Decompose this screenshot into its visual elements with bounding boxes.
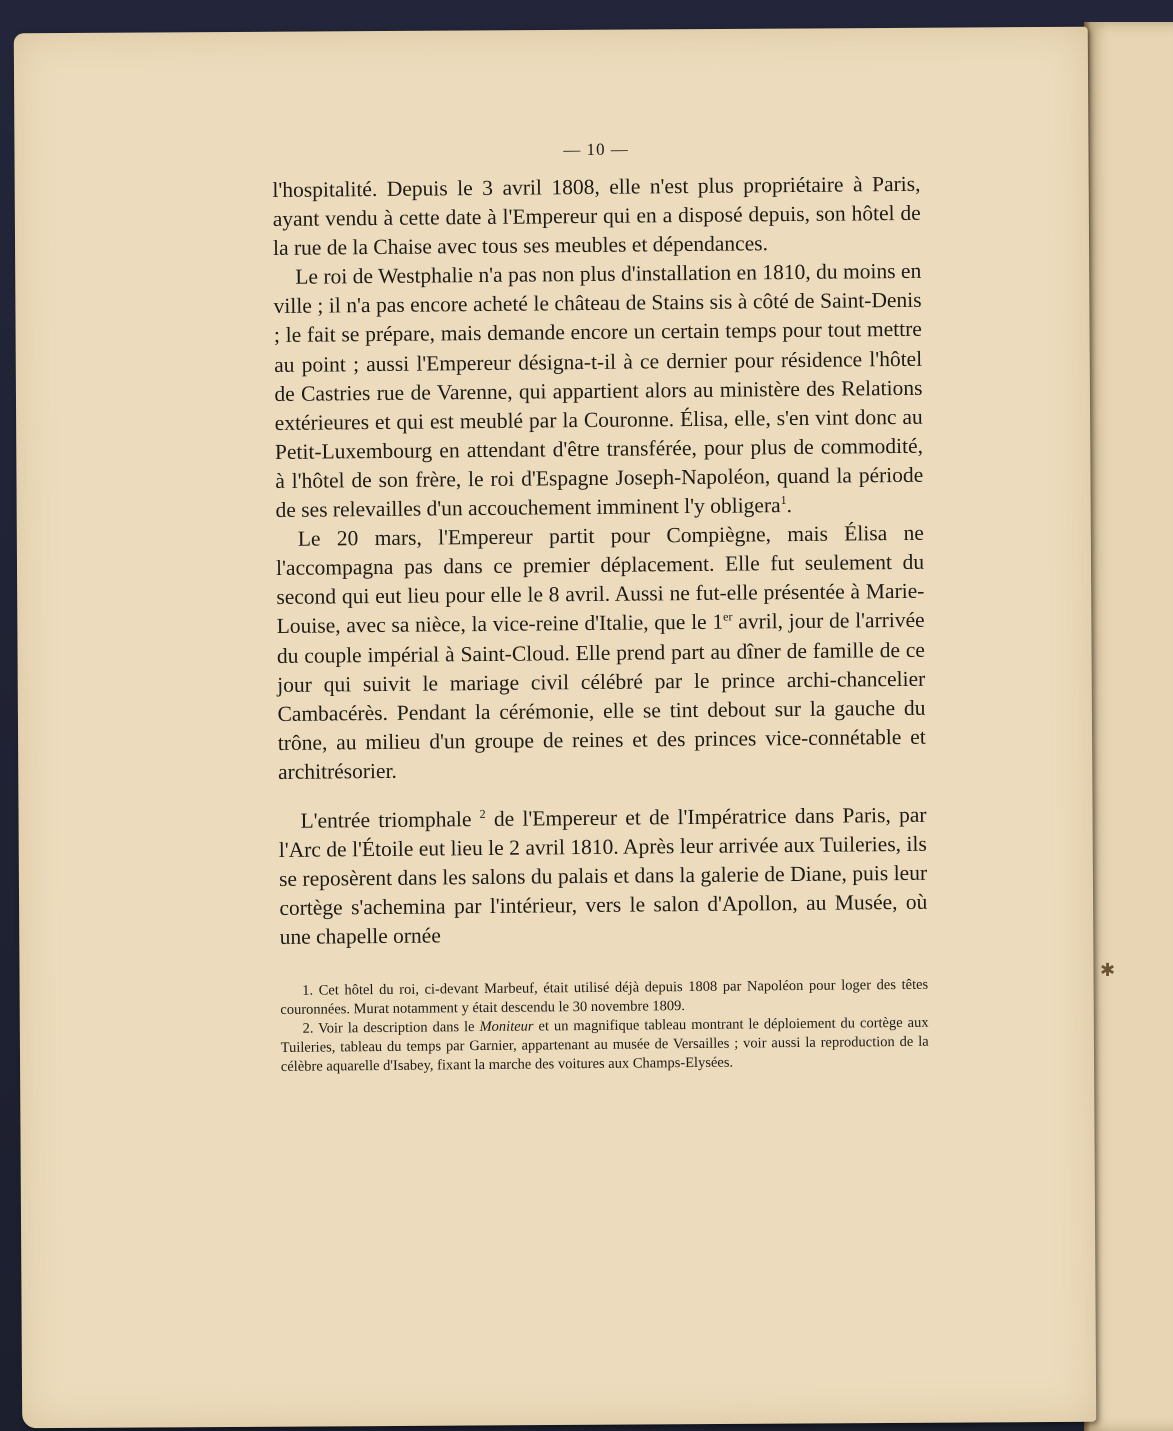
footnote-ref-1[interactable]: 1 [780,492,787,508]
page-content [272,134,929,1078]
paragraph-3-continuation: avril, jour de l'arrivée du couple impérial à Saint-Cloud. Elle prend part au dîner de famille de ce jour qui suivit le mariage civil célébré par le prince archi-chancelier Cambacérès. Pendant la cérémonie, elle se tint debout sur la gauche du trône, au milieu d'un groupe de reines et des princes vice-connétable et architrésorier. [276,608,926,784]
paragraph-2-period: . [786,493,793,518]
ordinal-number: 1 [712,610,724,635]
page-number: — 10 — [563,139,629,160]
footnotes [280,976,929,1077]
paragraph-1: l'hospitalité. Depuis le 3 avril 1808, elle n'est plus propriétaire à Paris, ayant vendu à cette date à l'Empereur qui en a disposé depuis, son hôtel de la rue de la Chaise avec tous ses meubles et dépendances. [272,171,921,261]
footnote-2-number: 2. [302,1021,314,1038]
footnote-2 [280,1014,929,1077]
facing-page-edge [1088,22,1173,1431]
footnote-2-text-after: et un magnifique tableau montrant le déploiement du cortège aux Tuileries, tableau du temps par Garnier, appartenant au musée de Versailles ; voir aussi la reproduction de la célèbre aquarelle d'Isabey, fixant la marche des voitures aux Champs-Elysées. [280,1015,929,1076]
paragraph-4-start: L'entrée triomphale [300,807,472,833]
body-text [272,170,927,953]
footnote-ref-2[interactable]: 2 [479,806,486,821]
paragraph-2 [273,257,923,525]
footnote-2-text-before: Voir la description dans le [318,1019,475,1038]
paragraph-2-text: Le roi de Westphalie n'a pas non plus d'installation en 1810, du moins en ville ; il n'a pas encore acheté le château de Stains sis à côté de Saint-Denis ; le fait se prépare, mais demande encore un certain temps pour tout mettre au point ; aussi l'Empereur désigna-t-il à ce dernier pour résidence l'hôtel de Castries rue de Varenne, qui appartient alors au ministère des Relations extérieures et qui est meublé par la Couronne. Élisa, elle, s'en vint donc au Petit-Luxembourg en attendant d'être transférée, pour plus de commodité, à l'hôtel de son frère, le roi d'Espagne Joseph-Napoléon, quand la période de ses relevailles d'un accouchement imminent l'y obligera [273,259,924,523]
paragraph-3-text: Le 20 mars, l'Empereur partit pour Compiègne, mais Élisa ne l'accompagna pas dans ce premier déplacement. Elle fut seulement du second qui eut lieu pour elle le 8 avril. Aussi ne fut-elle présentée à Marie-Louise, avec sa nièce, la vice-reine d'Italie, que le [275,520,925,639]
footnote-1 [280,976,928,1020]
footnote-2-italic: Moniteur [479,1018,534,1036]
ink-blot-mark: ✱ [1100,960,1116,980]
paragraph-4-text: de l'Empereur et de l'Impératrice dans Paris, par l'Arc de l'Étoile eut lieu le 2 avril 1810. Après leur arrivée aux Tuileries, ils se reposèrent dans les salons du palais et dans la galerie de Diane, puis leur cortège s'achemina par l'intérieur, vers le salon d'Apollon, au Musée, où une chapelle ornée [278,802,928,950]
ordinal-suffix: er [723,609,733,624]
paragraph-3 [276,519,926,787]
paragraph-4 [278,801,927,953]
footnote-1-text: Cet hôtel du roi, ci-devant Marbeuf, était utilisé déjà depuis 1808 par Napoléon pour loger des têtes couronnées. Murat notamment y était descendu le 30 novembre 1809. [280,977,929,1019]
footnote-1-number: 1. [302,983,314,1000]
